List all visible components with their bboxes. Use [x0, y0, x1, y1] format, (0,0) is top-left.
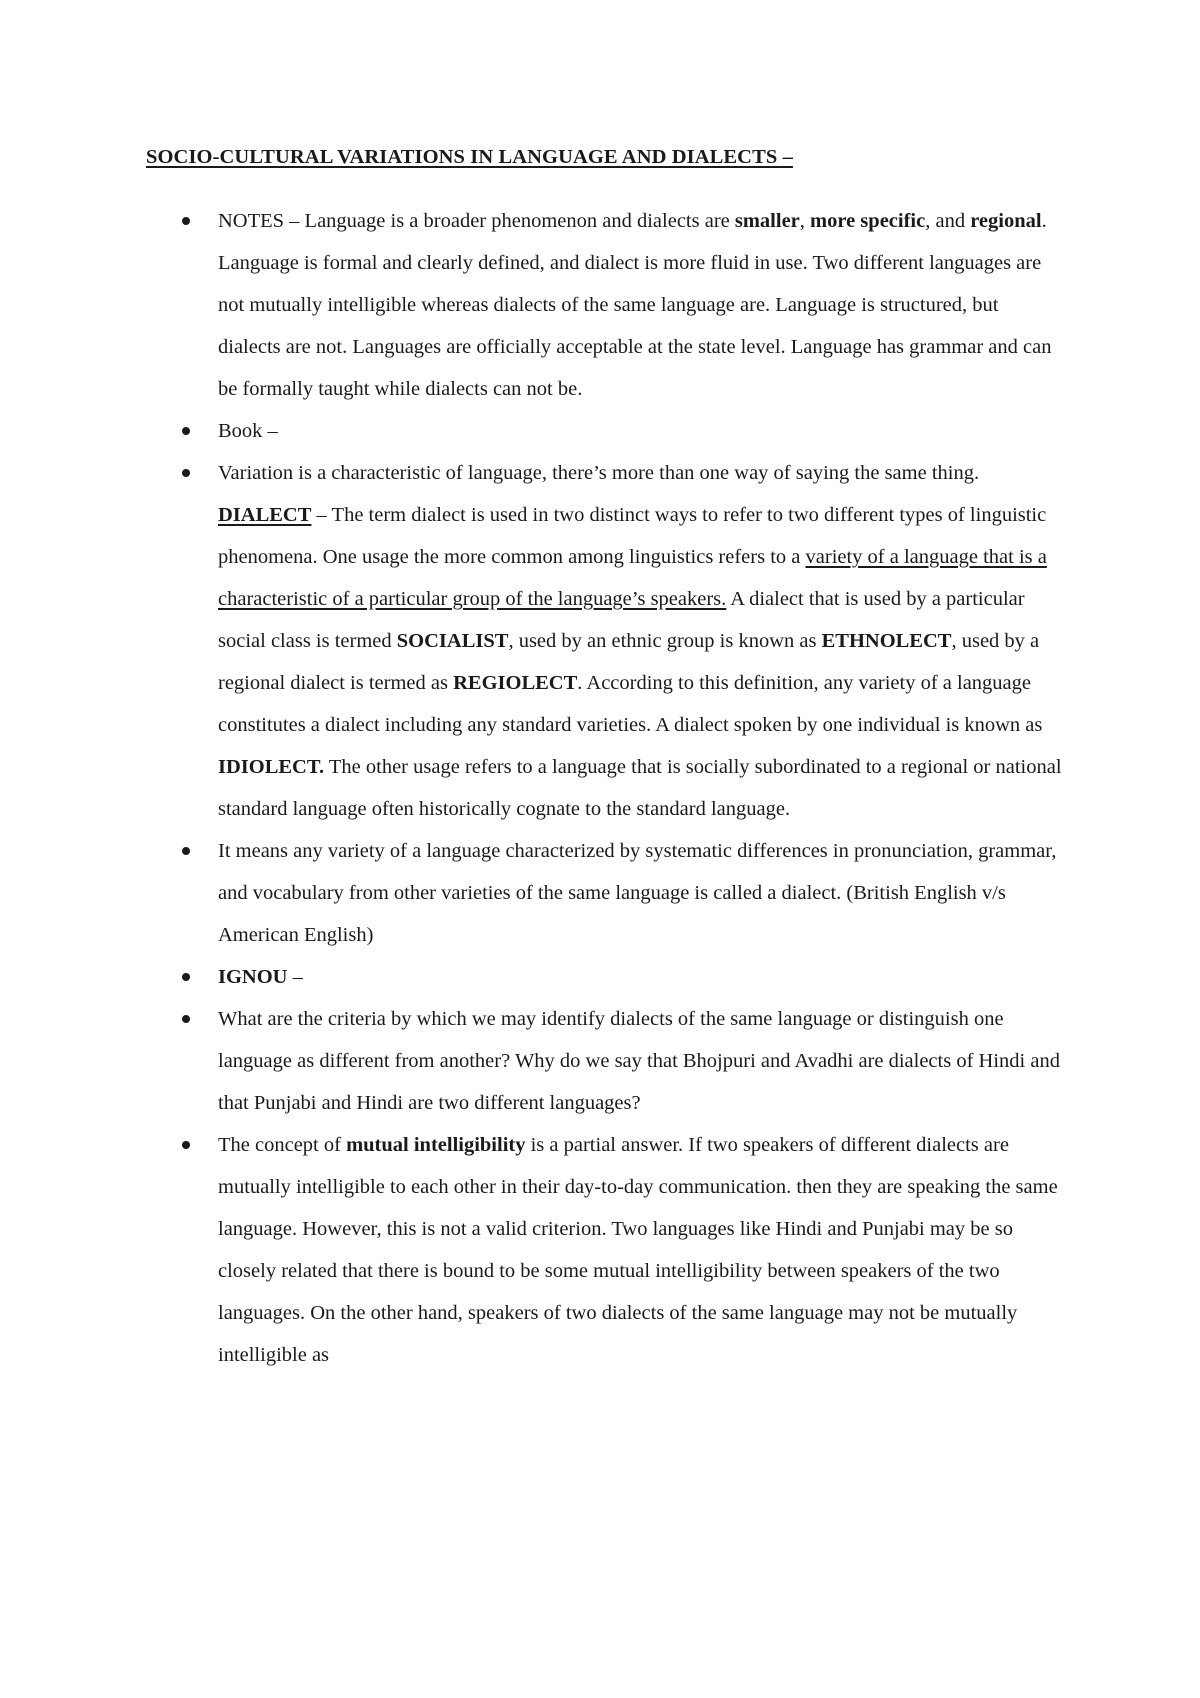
text-segment: –	[287, 966, 303, 988]
bold-term: SOCIALIST	[396, 630, 509, 652]
text-segment: The other usage refers to a language that is socially subordinated to a regional or national standard language often historically cognate to the standard language.	[218, 756, 1062, 820]
bullet-icon	[182, 217, 190, 225]
list-item	[218, 830, 1066, 956]
bullet-icon	[182, 1141, 190, 1149]
bullet-icon	[182, 847, 190, 855]
bold-term: mutual intelligibility	[346, 1134, 526, 1156]
text-segment: . According to this definition, any variety of a language constitutes a dialect including any standard varieties. A dialect spoken by one individual is known as	[218, 672, 1043, 736]
text-segment: is a partial answer. If two speakers of different dialects are mutually intelligible to each other in their day-to-day communication. then they are speaking the same language. However, this is not a valid criterion. Two languages like Hindi and Punjabi may be so closely related that there is bound to be some mutual intelligibility between speakers of the two languages. On the other hand, speakers of two dialects of the same language may not be mutually intelligible as	[218, 1134, 1058, 1366]
notes-bullet-list	[218, 200, 1066, 1376]
text-segment: – The term dialect is used in two distinct ways to refer to two different types of linguistic phenomena. One usage the more common among linguistics refers to a	[218, 504, 1047, 568]
bold-term: IGNOU	[218, 966, 288, 988]
text-segment: , and	[925, 210, 971, 232]
text-segment: The concept of	[218, 1134, 347, 1156]
document-title: SOCIO-CULTURAL VARIATIONS IN LANGUAGE AND DIALECTS –	[146, 146, 793, 168]
text-segment: , used by an ethnic group is known as	[508, 630, 822, 652]
text-segment: Book –	[218, 420, 278, 442]
bold-term: more specific	[810, 210, 926, 232]
list-item	[218, 200, 1066, 410]
bullet-icon	[182, 1015, 190, 1023]
bold-term: smaller	[734, 210, 800, 232]
bold-term: REGIOLECT	[453, 672, 578, 694]
bullet-icon	[182, 469, 190, 477]
bold-term: IDIOLECT.	[218, 756, 325, 778]
text-segment: ,	[799, 210, 811, 232]
list-item	[218, 956, 1066, 998]
bold-term: ETHNOLECT	[821, 630, 952, 652]
list-item	[218, 410, 1066, 452]
list-item	[218, 998, 1066, 1124]
text-segment: variety of a language that is a characteristic of a particular group of the language’s speakers.	[218, 546, 1047, 610]
text-segment: A dialect that is used by a particular social class is termed	[218, 588, 1025, 652]
text-segment: , used by a regional dialect is termed as	[218, 630, 1040, 694]
text-segment: It means any variety of a language characterized by systematic differences in pronunciation, grammar, and vocabulary from other varieties of the same language is called a dialect. (British English v/s American English)	[218, 840, 1057, 946]
bold-term: regional	[970, 210, 1042, 232]
text-segment: What are the criteria by which we may identify dialects of the same language or distinguish one language as different from another? Why do we say that Bhojpuri and Avadhi are dialects of Hindi and that Punjabi and Hindi are two different languages?	[218, 1008, 1060, 1114]
text-segment: Variation is a characteristic of language, there’s more than one way of saying the same thing.	[218, 462, 980, 484]
text-segment: NOTES – Language is a broader phenomenon and dialects are	[218, 210, 735, 232]
bold-term: DIALECT	[218, 504, 312, 526]
list-item	[218, 1124, 1066, 1376]
bullet-icon	[182, 427, 190, 435]
list-item	[218, 452, 1066, 830]
text-segment: . Language is formal and clearly defined, and dialect is more fluid in use. Two different languages are not mutually intelligible whereas dialects of the same language are. Language is structured, but dialects are not. Languages are officially acceptable at the state level. Language has grammar and can be formally taught while dialects can not be.	[218, 210, 1052, 400]
bullet-icon	[182, 973, 190, 981]
